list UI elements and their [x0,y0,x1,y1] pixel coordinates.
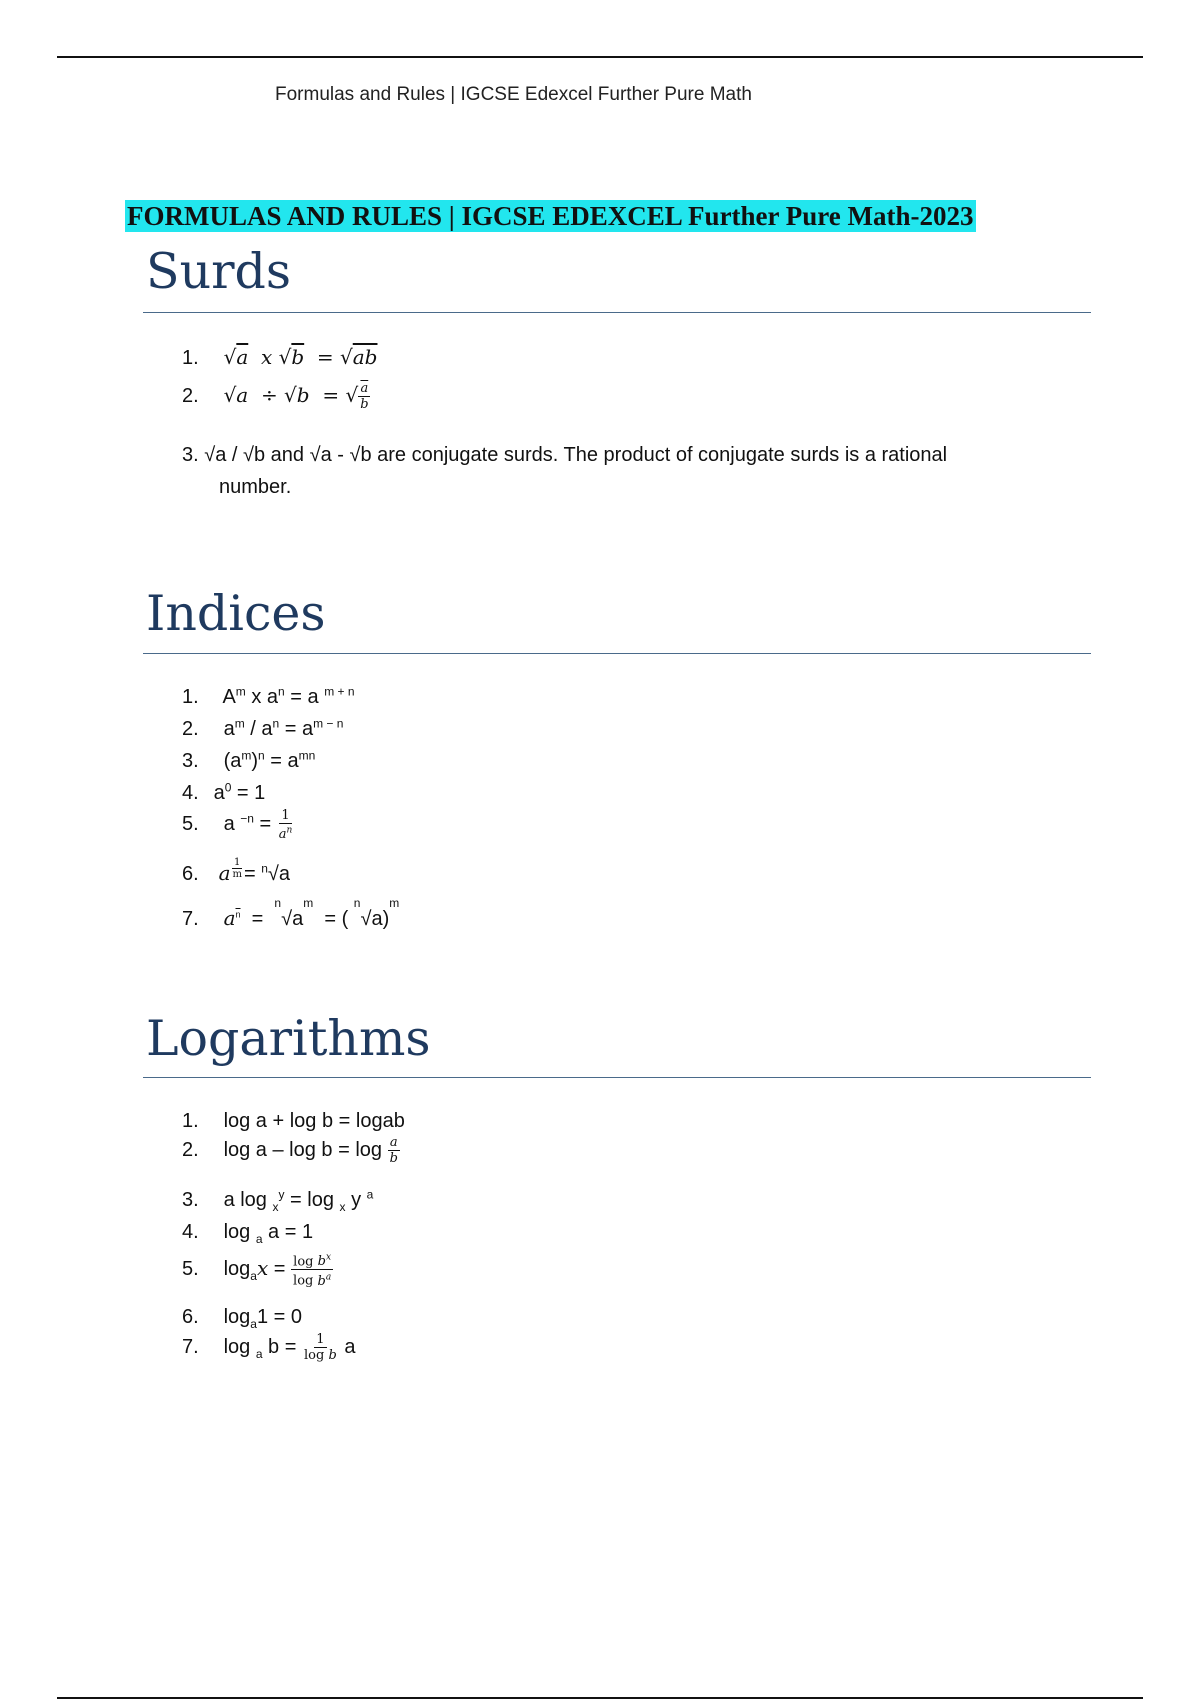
item-number: 4. [182,1221,199,1243]
formula: a $\frac{1}{m}$ = $^n$√a [218,857,291,885]
log-item-7 [182,1332,355,1363]
indices-item-6 [182,857,291,886]
item-number: 2. [182,717,199,740]
log-item-2 [182,1135,400,1166]
surds-item-2 [182,381,371,412]
log-item-5 [182,1251,333,1289]
item-number: 6. [182,863,199,885]
log-item-3 [182,1187,373,1214]
formula: log a + log b = logab [223,1110,405,1132]
formula: $A^m$ x $a^n = a$ $^{m + n}$ [222,684,355,708]
item-number: 2. [182,1138,199,1161]
formula: log $_a$ a = 1 [223,1221,314,1246]
formula: $\log_a1 = 0$ [223,1306,302,1331]
logarithms-heading: Logarithms [146,1010,431,1067]
item-number: 4. [182,781,199,804]
indices-item-1 [182,684,355,709]
indices-item-4 [182,780,265,805]
indices-item-5 [182,808,294,842]
item-number: 6. [182,1306,199,1328]
item-number: 7. [182,1335,199,1358]
indices-item-2 [182,716,343,741]
item-number: 7. [182,908,199,930]
formula: log a – log b = log $\frac{a}{b}$ [223,1135,398,1166]
indices-rule [143,653,1091,654]
surds-heading: Surds [146,243,292,300]
formula: √a ÷ √b = √ $\frac{a}{b}$ [223,381,369,412]
item-number: 1. [182,347,199,369]
surds-item-3: 3. √a / √b and √a - √b are conjugate surds. The product of conjugate surds is a rational [182,444,948,466]
top-rule [57,56,1143,58]
formula: $a^{\overline{n}} = ^n√a^m$ = ( $^n$√a)$^m$ [223,896,400,930]
indices-item-7 [182,896,400,931]
item-number: 3. [182,749,199,772]
item-number: 5. [182,813,199,836]
surds-rule [143,312,1091,313]
item-number: 1. [182,1110,199,1132]
bottom-rule [57,1697,1143,1699]
formula: $\log_ax$ = $\frac{\log b^x}{\log b^a}$ [223,1253,332,1289]
running-header: Formulas and Rules | IGCSE Edexcel Further Pure Math [275,84,752,105]
formula: a $^{-n}$ = $\frac{1}{a^n}$ [223,808,293,843]
surds-item-1 [182,345,377,370]
formula: a log $_x^y$ = log $_x$ y $^a$ [223,1187,374,1214]
item-number: 1. [182,685,199,708]
item-number: 3. [182,1188,199,1211]
formula: $a^m / a^n = a^{m - n}$ [223,716,344,740]
formula: $a^0 = 1$ [213,780,266,804]
surds-item-3-continued: number. [219,476,292,498]
logarithms-rule [143,1077,1091,1078]
formula: $(a^m)^n = a^{mn}$ [223,748,316,772]
log-item-1 [182,1110,405,1133]
indices-heading: Indices [146,585,326,642]
indices-item-3 [182,748,315,773]
log-item-4 [182,1221,313,1246]
formula: √a x √b = √ab [223,345,378,369]
document-title: FORMULAS AND RULES | IGCSE EDEXCEL Further Pure Math-2023 [127,201,974,231]
formula: log $_a$ b = $\frac{1}{\text{log b}}$ a [223,1332,356,1363]
item-number: 2. [182,385,199,407]
log-item-6 [182,1306,302,1331]
item-number: 5. [182,1258,199,1281]
